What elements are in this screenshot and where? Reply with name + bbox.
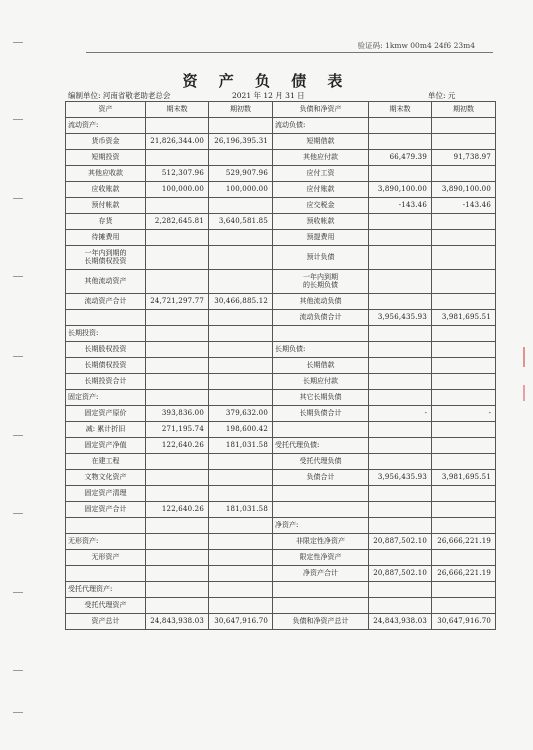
item-cell: 其它长期负债 [273,390,369,406]
margin-tick [13,276,23,277]
table-body [66,118,496,630]
amount-cell: 66,479.39 [369,150,432,166]
margin-tick [13,592,23,593]
table-row [66,118,496,134]
amount-cell: 30,647,916.70 [209,614,273,630]
amount-cell: 100,000.00 [209,182,273,198]
table-row [66,310,496,326]
table-row [66,566,496,582]
header-cell: 负债和净资产 [273,102,369,118]
verify-code: 验证码: 1kmw 00m4 24f6 23m4 [357,41,475,50]
margin-tick [13,119,23,120]
item-cell: 应交税金 [273,198,369,214]
item-cell: 应付工资 [273,166,369,182]
amount-cell [146,342,209,358]
amount-cell [209,246,273,270]
table-header-row [66,102,496,118]
amount-cell: 21,826,344.00 [146,134,209,150]
item-cell: 货币资金 [66,134,146,150]
table-row [66,486,496,502]
amount-cell [369,518,432,534]
amount-cell [432,486,496,502]
amount-cell [146,390,209,406]
amount-cell [146,198,209,214]
amount-cell [369,486,432,502]
table-row [66,454,496,470]
amount-cell: 3,981,695.51 [432,310,496,326]
item-cell: 流动资产: [66,118,146,134]
amount-cell: 20,887,502.10 [369,566,432,582]
table-row [66,518,496,534]
item-cell: 待摊费用 [66,230,146,246]
amount-cell [146,582,209,598]
margin-tick [13,435,23,436]
table-row [66,406,496,422]
item-cell [273,486,369,502]
amount-cell: -143.46 [369,198,432,214]
amount-cell [146,230,209,246]
amount-cell: 122,640.26 [146,438,209,454]
item-cell: 长期股权投资 [66,342,146,358]
amount-cell [432,454,496,470]
amount-cell [146,534,209,550]
amount-cell [369,270,432,294]
amount-cell [432,118,496,134]
item-cell [66,310,146,326]
item-cell: 短期借款 [273,134,369,150]
amount-cell [432,166,496,182]
amount-cell [209,374,273,390]
amount-cell: 3,981,695.51 [432,470,496,486]
item-cell: 其他应付款 [273,150,369,166]
item-cell: 受托代理资产 [66,598,146,614]
item-cell: 预收帐款 [273,214,369,230]
table-row [66,150,496,166]
amount-cell [146,486,209,502]
amount-cell: 2,282,645.81 [146,214,209,230]
amount-cell [146,118,209,134]
table-row [66,598,496,614]
amount-cell [369,166,432,182]
margin-tick [13,513,23,514]
amount-cell: 30,647,916.70 [432,614,496,630]
table-row [66,230,496,246]
margin-tick [13,670,23,671]
amount-cell [146,150,209,166]
amount-cell [369,134,432,150]
amount-cell [209,486,273,502]
item-cell: 存货 [66,214,146,230]
amount-cell [209,270,273,294]
item-cell: 资产总计 [66,614,146,630]
table-row [66,422,496,438]
table-row [66,198,496,214]
table-row [66,342,496,358]
amount-cell [432,390,496,406]
amount-cell [146,246,209,270]
amount-cell [432,598,496,614]
amount-cell [369,342,432,358]
amount-cell [146,566,209,582]
amount-cell [146,374,209,390]
item-cell [273,582,369,598]
item-cell: 净资产: [273,518,369,534]
header-cell: 期末数 [146,102,209,118]
amount-cell [432,582,496,598]
red-stamp-edge [523,385,525,401]
table-row [66,438,496,454]
item-cell: 预计负债 [273,246,369,270]
item-cell [273,598,369,614]
header-rule [86,52,493,53]
amount-cell [209,566,273,582]
item-cell: 一年内到期的 长期债权投资 [66,246,146,270]
item-cell: 负债合计 [273,470,369,486]
amount-cell [209,326,273,342]
amount-cell [369,294,432,310]
table-row [66,326,496,342]
amount-cell: 26,196,395.31 [209,134,273,150]
item-cell: 其他流动负债 [273,294,369,310]
amount-cell: 529,907.96 [209,166,273,182]
amount-cell [369,390,432,406]
item-cell: 限定性净资产 [273,550,369,566]
item-cell: 净资产合计 [273,566,369,582]
amount-cell [432,214,496,230]
amount-cell [146,550,209,566]
amount-cell [209,342,273,358]
amount-cell: 181,031.58 [209,502,273,518]
table-row [66,534,496,550]
header-cell: 期末数 [369,102,432,118]
item-cell: 其他流动资产 [66,270,146,294]
table-row [66,294,496,310]
item-cell: 受托代理负债 [273,454,369,470]
amount-cell [369,214,432,230]
item-cell: 固定资产: [66,390,146,406]
item-cell: 负债和净资产总计 [273,614,369,630]
item-cell [273,502,369,518]
amount-cell [369,422,432,438]
amount-cell [432,134,496,150]
table-row [66,550,496,566]
margin-tick [13,712,23,713]
amount-cell [432,270,496,294]
amount-cell: 271,195.74 [146,422,209,438]
red-stamp-edge [523,347,525,367]
amount-cell [432,550,496,566]
item-cell: 其他应收款 [66,166,146,182]
amount-cell [369,550,432,566]
amount-cell [209,582,273,598]
amount-cell: 3,890,100.00 [369,182,432,198]
amount-cell [432,502,496,518]
amount-cell: 24,721,297.77 [146,294,209,310]
amount-cell [209,230,273,246]
amount-cell: 20,887,502.10 [369,534,432,550]
amount-cell [432,230,496,246]
header-cell: 期初数 [209,102,273,118]
amount-cell [146,598,209,614]
item-cell: 流动负债: [273,118,369,134]
item-cell: 应付账款 [273,182,369,198]
amount-cell [146,518,209,534]
amount-cell: 24,843,938.03 [369,614,432,630]
item-cell: 长期借款 [273,358,369,374]
amount-cell [432,518,496,534]
item-cell: 短期投资 [66,150,146,166]
amount-cell: 26,666,221.19 [432,566,496,582]
amount-cell [432,326,496,342]
amount-cell [432,358,496,374]
amount-cell: - [432,406,496,422]
amount-cell [432,294,496,310]
amount-cell [209,470,273,486]
item-cell: 流动负债合计 [273,310,369,326]
amount-cell [209,198,273,214]
amount-cell [209,310,273,326]
amount-cell [209,598,273,614]
item-cell: 受托代理负债: [273,438,369,454]
amount-cell [369,118,432,134]
amount-cell [209,550,273,566]
table-row [66,502,496,518]
amount-cell [146,358,209,374]
amount-cell: 30,466,885.12 [209,294,273,310]
margin-tick [13,356,23,357]
table-row [66,182,496,198]
item-cell: 长期负债合计 [273,406,369,422]
item-cell: 预付帐款 [66,198,146,214]
item-cell: 长期债权投资 [66,358,146,374]
item-cell: 减: 累计折旧 [66,422,146,438]
amount-cell [432,422,496,438]
table-row [66,390,496,406]
amount-cell [209,454,273,470]
amount-cell [369,326,432,342]
table-row [66,246,496,270]
amount-cell [146,310,209,326]
amount-cell: 3,956,435.93 [369,310,432,326]
amount-cell [369,598,432,614]
amount-cell [369,230,432,246]
amount-cell [209,534,273,550]
item-cell: 固定资产合计 [66,502,146,518]
item-cell: 文物文化资产 [66,470,146,486]
amount-cell [432,438,496,454]
amount-cell [369,454,432,470]
amount-cell [432,342,496,358]
item-cell [66,518,146,534]
balance-sheet-table [65,101,496,630]
amount-cell [369,502,432,518]
table-row [66,214,496,230]
amount-cell: 512,307.96 [146,166,209,182]
amount-cell: 26,666,221.19 [432,534,496,550]
header-cell: 资产 [66,102,146,118]
currency-unit: 单位: 元 [428,91,456,100]
margin-tick [13,198,23,199]
amount-cell [209,518,273,534]
item-cell [273,326,369,342]
item-cell: 受托代理资产: [66,582,146,598]
report-date: 2021 年 12 月 31 日 [232,91,305,100]
item-cell: 固定资产清理 [66,486,146,502]
item-cell: 在建工程 [66,454,146,470]
amount-cell: 100,000.00 [146,182,209,198]
amount-cell: 3,640,581.85 [209,214,273,230]
item-cell: 长期负债: [273,342,369,358]
item-cell: 固定资产净值 [66,438,146,454]
amount-cell: 379,632.00 [209,406,273,422]
table-row [66,270,496,294]
amount-cell [209,118,273,134]
amount-cell [369,374,432,390]
amount-cell [209,150,273,166]
table-row [66,582,496,598]
item-cell: 长期投资: [66,326,146,342]
item-cell: 应收账款 [66,182,146,198]
table-row [66,374,496,390]
amount-cell [369,438,432,454]
amount-cell [146,470,209,486]
amount-cell [432,246,496,270]
amount-cell: -143.46 [432,198,496,214]
table-row [66,134,496,150]
amount-cell: 393,836.00 [146,406,209,422]
table-row [66,358,496,374]
amount-cell: 122,640.26 [146,502,209,518]
item-cell [66,566,146,582]
margin-tick [13,42,23,43]
reporting-unit: 编制单位: 河南省敬老助老总会 [68,91,171,100]
item-cell: 非限定性净资产 [273,534,369,550]
amount-cell: 91,738.97 [432,150,496,166]
amount-cell: 198,600.42 [209,422,273,438]
amount-cell [146,326,209,342]
item-cell: 预提费用 [273,230,369,246]
amount-cell [432,374,496,390]
amount-cell [146,454,209,470]
amount-cell: - [369,406,432,422]
amount-cell: 24,843,938.03 [146,614,209,630]
amount-cell [369,582,432,598]
amount-cell: 3,890,100.00 [432,182,496,198]
item-cell: 一年内到期 的长期负债 [273,270,369,294]
item-cell: 无形资产: [66,534,146,550]
item-cell [273,422,369,438]
page-title: 资 产 负 债 表 [182,72,351,90]
amount-cell [369,358,432,374]
amount-cell: 3,956,435.93 [369,470,432,486]
item-cell: 固定资产原价 [66,406,146,422]
item-cell: 无形资产 [66,550,146,566]
table-row [66,166,496,182]
item-cell: 流动资产合计 [66,294,146,310]
amount-cell [209,390,273,406]
table-row [66,614,496,630]
item-cell: 长期应付款 [273,374,369,390]
amount-cell [146,270,209,294]
amount-cell: 181,031.58 [209,438,273,454]
header-cell: 期初数 [432,102,496,118]
table-row [66,470,496,486]
amount-cell [209,358,273,374]
amount-cell [369,246,432,270]
item-cell: 长期投资合计 [66,374,146,390]
